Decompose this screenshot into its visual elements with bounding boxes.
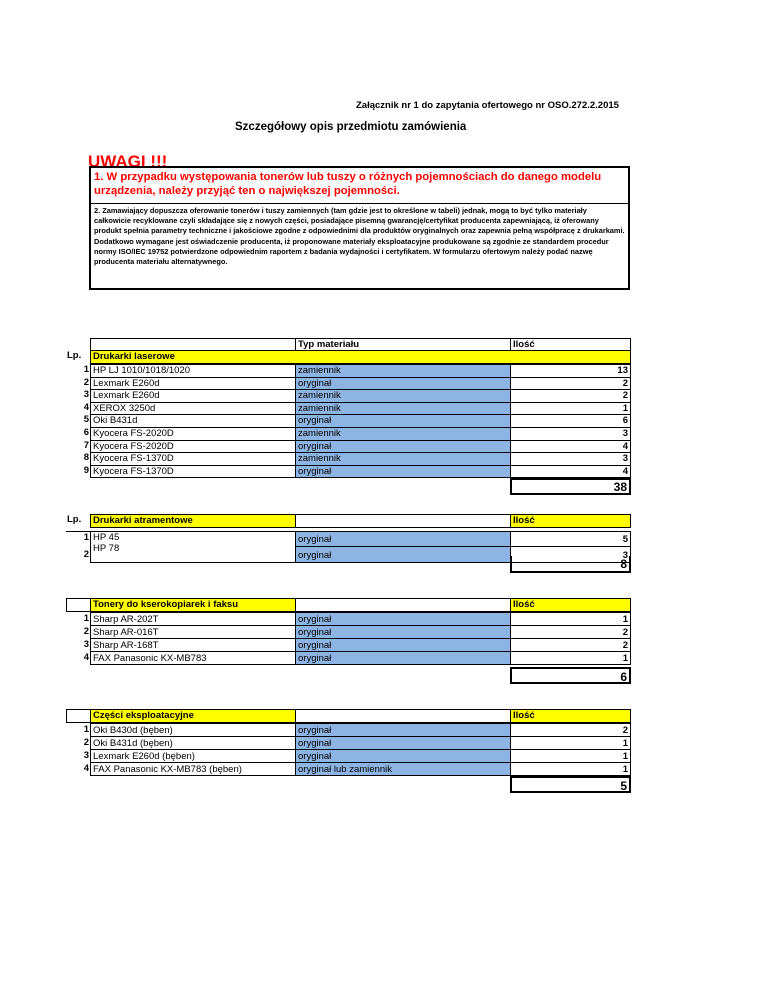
laser-material-type: zamiennik bbox=[295, 402, 511, 416]
section-title-laser: Drukarki laserowe bbox=[90, 350, 631, 364]
laser-lp: 9 bbox=[83, 464, 89, 476]
laser-material-type: oryginał bbox=[295, 414, 511, 428]
parts-device-name: Oki B431d (bęben) bbox=[90, 736, 296, 750]
copier-material-type: oryginał bbox=[295, 651, 511, 665]
laser-quantity: 2 bbox=[510, 389, 631, 403]
parts-device-name: Lexmark E260d (bęben) bbox=[90, 749, 296, 763]
ink-type-2: oryginał bbox=[295, 546, 511, 563]
note-replacements: 2. Zamawiający dopuszcza oferowanie tonerów i tuszy zamiennych (tam gdzie jest to określone w tabeli) jednak, mogą to być tylko materiały całkowicie recyklowane czyli składające się z nowych części, posiadające pisemną gwarancję/certyfikat producenta zapewniającą, iż oferowany produkt spełnia parametry techniczne i jakościowe zgodne z odpowiednimi dla produktów oryginalnych oraz zapewnia pełną współpracę z drukarkami. Dodatkowo wymagane jest oświadczenie producenta, iż proponowane materiały eksploatacyjne produkowane są zgodnie ze standardem procedur normy ISO/IEC 19752 potwierdzone odpowiednim raportem z badania wydajności i certyfikatem. W formularzu ofertowym należy podać nazwę producenta materiału alternatywnego. bbox=[94, 206, 625, 267]
laser-material-type: zamiennik bbox=[295, 364, 511, 378]
parts-lp: 1 bbox=[83, 724, 89, 735]
parts-lp-spacer bbox=[66, 709, 91, 723]
laser-device-name: Kyocera FS-2020D bbox=[90, 440, 296, 454]
warning-title: UWAGI !!! bbox=[88, 152, 168, 171]
laser-lp: 5 bbox=[83, 414, 89, 426]
col-header-qty-ink: Ilość bbox=[510, 514, 631, 528]
laser-material-type: oryginał bbox=[295, 377, 511, 391]
laser-material-type: oryginał bbox=[295, 465, 511, 479]
parts-lp: 2 bbox=[83, 737, 89, 748]
header-spacer-parts bbox=[295, 709, 511, 723]
ink-total: 8 bbox=[510, 556, 631, 573]
header-spacer-copier bbox=[295, 598, 511, 612]
col-header-type: Typ materiału bbox=[295, 338, 511, 352]
page-title: Szczegółowy opis przedmiotu zamówienia bbox=[235, 121, 467, 133]
parts-lp: 4 bbox=[83, 763, 89, 774]
copier-device-name: Sharp AR-016T bbox=[90, 625, 296, 639]
laser-device-name: Lexmark E260d bbox=[90, 389, 296, 403]
ink-name-cell bbox=[90, 531, 296, 563]
copier-lp: 4 bbox=[83, 652, 89, 663]
notes-box bbox=[89, 166, 630, 290]
laser-device-name: HP LJ 1010/1018/1020 bbox=[90, 364, 296, 378]
copier-material-type: oryginał bbox=[295, 638, 511, 652]
ink-lp-1: 1 bbox=[66, 531, 91, 545]
col-header-lp: Lp. bbox=[67, 350, 82, 361]
laser-quantity: 3 bbox=[510, 427, 631, 441]
col-header-qty-copier: Ilość bbox=[510, 598, 631, 612]
laser-quantity: 3 bbox=[510, 452, 631, 466]
laser-device-name: Kyocera FS-1370D bbox=[90, 465, 296, 479]
col-header-lp-ink: Lp. bbox=[67, 514, 82, 525]
laser-device-name: Kyocera FS-2020D bbox=[90, 427, 296, 441]
copier-quantity: 2 bbox=[510, 638, 631, 652]
copier-lp: 2 bbox=[83, 626, 89, 637]
ink-lp-2: 2 bbox=[83, 549, 89, 560]
copier-lp: 3 bbox=[83, 639, 89, 650]
laser-lp: 3 bbox=[83, 389, 89, 401]
attachment-header: Załącznik nr 1 do zapytania ofertowego nr OSO.272.2.2015 bbox=[356, 100, 619, 111]
parts-device-name: Oki B430d (bęben) bbox=[90, 723, 296, 737]
copier-device-name: FAX Panasonic KX-MB783 bbox=[90, 651, 296, 665]
laser-device-name: Lexmark E260d bbox=[90, 377, 296, 391]
parts-lp: 3 bbox=[83, 750, 89, 761]
parts-quantity: 1 bbox=[510, 762, 631, 776]
parts-material-type: oryginał bbox=[295, 749, 511, 763]
ink-qty-2: 3 bbox=[510, 546, 631, 563]
laser-quantity: 1 bbox=[510, 402, 631, 416]
ink-type-1: oryginał bbox=[295, 531, 511, 547]
laser-lp: 1 bbox=[83, 364, 89, 375]
laser-device-name: Oki B431d bbox=[90, 414, 296, 428]
col-header-qty-parts: Ilość bbox=[510, 709, 631, 723]
laser-material-type: zamiennik bbox=[295, 427, 511, 441]
section-title-ink: Drukarki atramentowe bbox=[90, 514, 296, 528]
copier-total: 6 bbox=[510, 667, 631, 684]
laser-total: 38 bbox=[510, 478, 631, 495]
copier-device-name: Sharp AR-202T bbox=[90, 612, 296, 626]
copier-quantity: 2 bbox=[510, 625, 631, 639]
ink-qty-1: 5 bbox=[510, 531, 631, 547]
laser-quantity: 6 bbox=[510, 414, 631, 428]
note-capacity: 1. W przypadku występowania tonerów lub tuszy o różnych pojemnościach do danego modelu urządzenia, należy przyjąć ten o największej pojemności. bbox=[91, 168, 628, 204]
section-title-parts: Części eksploatacyjne bbox=[90, 709, 296, 723]
laser-device-name: XEROX 3250d bbox=[90, 402, 296, 416]
header-spacer-ink bbox=[295, 514, 511, 528]
laser-material-type: oryginał bbox=[295, 440, 511, 454]
copier-material-type: oryginał bbox=[295, 612, 511, 626]
laser-quantity: 4 bbox=[510, 465, 631, 479]
laser-lp: 7 bbox=[83, 439, 89, 451]
ink-name-2: HP 78 bbox=[93, 543, 120, 554]
parts-quantity: 2 bbox=[510, 723, 631, 737]
laser-lp: 4 bbox=[83, 401, 89, 413]
laser-lp: 6 bbox=[83, 427, 89, 438]
copier-lp: 1 bbox=[83, 613, 89, 624]
laser-quantity: 2 bbox=[510, 377, 631, 391]
copier-device-name: Sharp AR-168T bbox=[90, 638, 296, 652]
parts-material-type: oryginał bbox=[295, 736, 511, 750]
copier-quantity: 1 bbox=[510, 651, 631, 665]
parts-total: 5 bbox=[510, 776, 631, 793]
laser-lp: 2 bbox=[83, 376, 89, 388]
parts-material-type: oryginał bbox=[295, 723, 511, 737]
laser-quantity: 13 bbox=[510, 364, 631, 378]
laser-device-name: Kyocera FS-1370D bbox=[90, 452, 296, 466]
section-title-copier: Tonery do kserokopiarek i faksu bbox=[90, 598, 296, 612]
col-header-qty: Ilość bbox=[510, 338, 631, 352]
laser-material-type: zamiennik bbox=[295, 389, 511, 403]
laser-quantity: 4 bbox=[510, 440, 631, 454]
parts-material-type: oryginał lub zamiennik bbox=[295, 762, 511, 776]
copier-quantity: 1 bbox=[510, 612, 631, 626]
parts-device-name: FAX Panasonic KX-MB783 (bęben) bbox=[90, 762, 296, 776]
laser-lp: 8 bbox=[83, 452, 89, 464]
parts-quantity: 1 bbox=[510, 736, 631, 750]
laser-material-type: zamiennik bbox=[295, 452, 511, 466]
parts-quantity: 1 bbox=[510, 749, 631, 763]
copier-lp-spacer bbox=[66, 598, 91, 612]
copier-material-type: oryginał bbox=[295, 625, 511, 639]
ink-name-1: HP 45 bbox=[93, 532, 120, 543]
